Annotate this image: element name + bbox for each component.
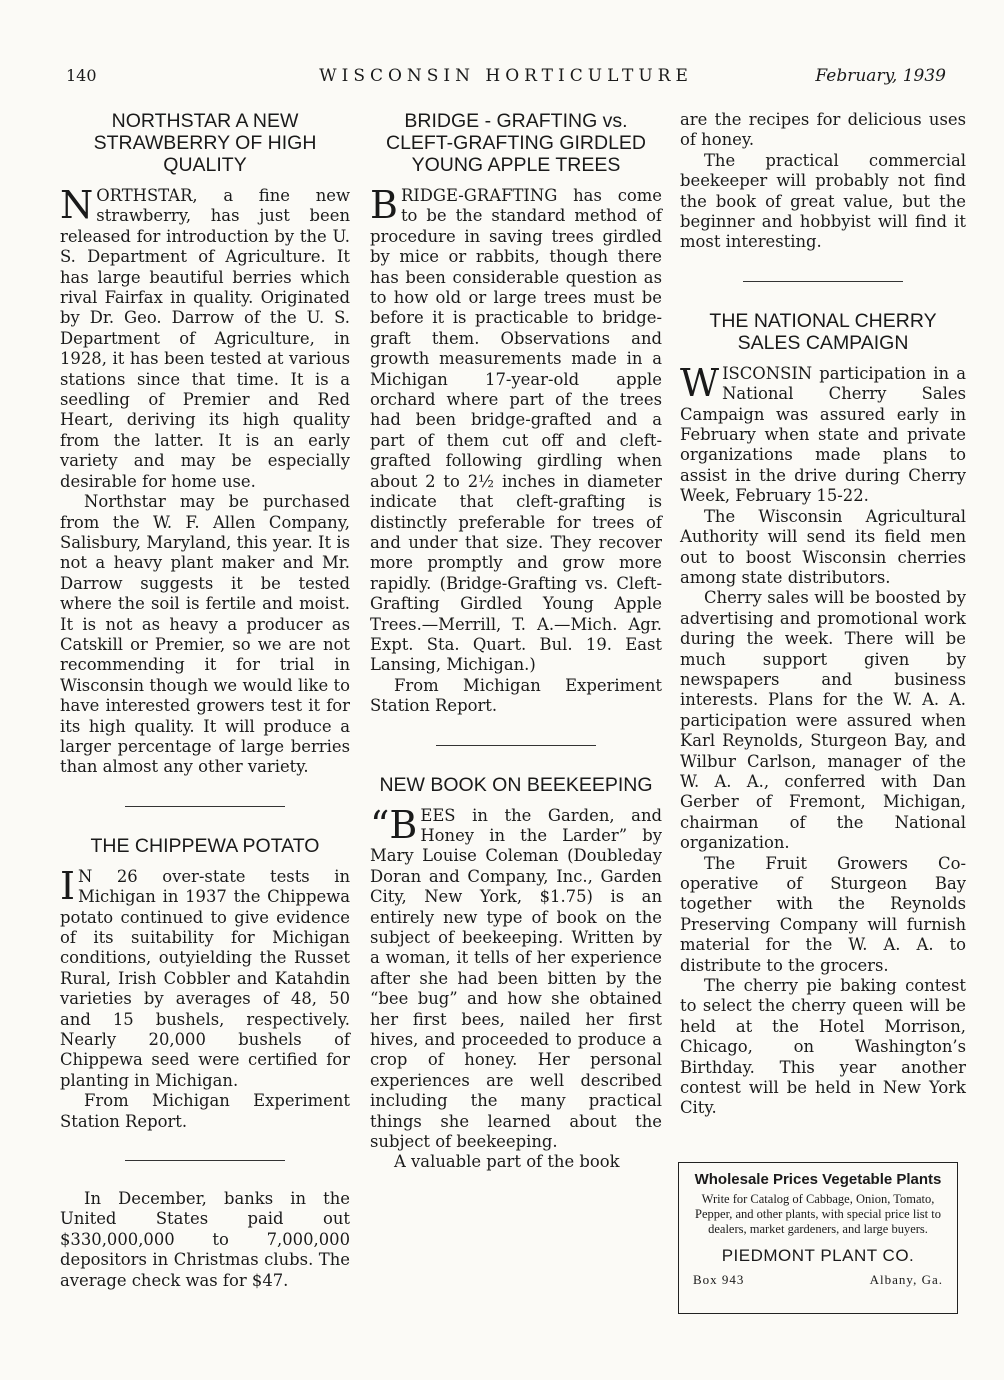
section-divider: [743, 281, 903, 282]
page-number: 140: [66, 66, 97, 85]
article-beekeeping-continued: [680, 110, 966, 253]
article-headline: THE CHIPPEWA POTATO: [90, 834, 320, 857]
column-middle: [370, 110, 662, 1173]
ad-company-name: PIEDMONT PLANT CO.: [721, 1246, 915, 1265]
article-northstar: [60, 110, 350, 778]
column-right: [680, 110, 966, 1119]
drop-cap: B: [370, 183, 398, 227]
article-paragraph: The Wisconsin Agricultural Authority will send its field men out to boost Wisconsin cherries among state distributors.: [680, 506, 966, 587]
ad-footer: [689, 1272, 947, 1290]
article-paragraph: WISCONSIN participation in a National Cherry Sales Campaign was assured early in February when state and private organizations made plans to assist in the drive during Cherry Week, February 15-22.: [680, 360, 966, 506]
ad-body: Write for Catalog of Cabbage, Onion, Tomato, Pepper, and other plants, with special price list to dealers, market gardeners, and large buyers.: [695, 1192, 941, 1236]
article-chippewa: [60, 835, 350, 1132]
column-left: [60, 110, 350, 1291]
article-bridge-grafting: [370, 110, 662, 717]
article-source: From Michigan Experiment Station Report.: [370, 675, 662, 716]
article-headline: NEW BOOK ON BEEKEEPING: [379, 773, 653, 796]
article-paragraph: The practical commercial beekeeper will probably not find the book of great value, but the beginner and hobbyist will find it most interesting.: [680, 150, 966, 252]
article-paragraph: “BEES in the Garden, and Honey in the Larder” by Mary Louise Coleman (Doubleday Doran and Company, Inc., Garden City, New York, $1.75) is an entirely new type of book on the subject of beekeeping. Written by a woman, it tells of her experience after she had been bitten by the “bee bug” and how she obtained her first bees, nailed her first hives, and proceeded to produce a crop of honey. Her personal experiences are well described including the many practical things she learned about the subject of beekeeping.: [370, 802, 662, 1152]
ad-city: Albany, Ga.: [869, 1272, 943, 1287]
article-paragraph: The Fruit Growers Co-operative of Sturgeon Bay together with the Reynolds Preserving Company will furnish material for the W. A. A. to distribute to the grocers.: [680, 853, 966, 975]
article-headline: THE NATIONAL CHERRY SALES CAMPAIGN: [709, 309, 937, 354]
article-paragraph: Cherry sales will be boosted by advertising and promotional work during the week. There will be much support given by newspapers and business interests. Plans for the W. A. A. participation were assured when Karl Reynolds, Sturgeon Bay, and Wilbur Carlson, manager of the W. A. A., conferred with Dan Gerber of Fremont, Michigan, chairman of the National organization.: [680, 588, 966, 853]
article-paragraph: Northstar may be purchased from the W. F. Allen Company, Salisbury, Maryland, this year. It is not a heavy plant maker and Mr. Darrow suggests it be tested where the soil is fertile and moist. It is not as heavy a producer as Catskill or Premier, so we are not recommending it for trial in Wisconsin though we would like to have interested growers test it for its high quality. It will produce a larger percentage of large berries than almost any other variety.: [60, 492, 350, 777]
advertisement-box: [678, 1162, 958, 1314]
article-paragraph: In December, banks in the United States paid out $330,000,000 to 7,000,000 depositors in Christmas clubs. The average check was for $47.: [60, 1189, 350, 1290]
article-paragraph: BRIDGE-GRAFTING has come to be the standard method of procedure in saving trees girdled by mice or rabbits, though there has been considerable question as to how old or large trees must be before it is practicable to bridge-graft them. Observations and growth measurements made in a Michigan 17-year-old apple orchard where part of the trees had been bridge-grafted and a part of them cut off and cleft-grafted following girdling when about 2 to 2½ inches in diameter indicate that cleft-grafting is distinctly preferable for trees of and under that size. They recover more promptly and grow more rapidly. (Bridge-Grafting vs. Cleft-Grafting Girdled Young Apple Trees.—Merrill, T. A.—Mich. Agr. Expt. Sta. Quart. Bul. 19. East Lansing, Michigan.): [370, 183, 662, 675]
section-divider: [125, 1160, 285, 1161]
drop-cap: W: [680, 360, 720, 405]
journal-title: WISCONSIN HORTICULTURE: [319, 66, 693, 86]
article-paragraph: The cherry pie baking contest to select the cherry queen will be held at the Hotel Morrison, Chicago, on Washington’s Birthday. This year another contest will be held in New York City.: [680, 976, 966, 1118]
article-paragraph: A valuable part of the book: [394, 1152, 620, 1172]
article-cherry-campaign: [680, 310, 966, 1119]
drop-cap: I: [60, 863, 76, 908]
article-paragraph: are the recipes for delicious uses of honey.: [680, 110, 966, 150]
drop-cap: “B: [370, 802, 418, 847]
article-banks: [60, 1189, 350, 1291]
section-divider: [125, 806, 285, 807]
drop-cap: N: [60, 183, 94, 227]
article-paragraph: I N 26 over-state tests in Michigan in 1937 the Chippewa potato continued to give evidence of its suitability for Michigan conditions, outyielding the Russet Rural, Irish Cobbler and Katahdin varieties by averages of 48, 50 and 15 bushels, respectively. Nearly 20,000 bushels of Chippewa seed were certified for planting in Michigan.: [60, 863, 350, 1090]
section-divider: [436, 745, 596, 746]
ad-headline: Wholesale Prices Vegetable Plants: [694, 1171, 942, 1188]
article-beekeeping: [370, 774, 662, 1173]
article-source: From Michigan Experiment Station Report.: [60, 1091, 350, 1131]
article-headline: NORTHSTAR A NEW STRAWBERRY OF HIGH QUALITY: [93, 110, 317, 176]
article-headline: BRIDGE - GRAFTING vs. CLEFT-GRAFTING GIRDLED YOUNG APPLE TREES: [385, 110, 647, 176]
issue-date: February, 1939: [815, 66, 946, 86]
article-paragraph: NORTHSTAR, a fine new strawberry, has just been released for introduction by the U. S. Department of Agriculture. It has large beautiful berries which rival Fairfax in quality. Originated by Dr. Geo. Darrow of the U. S. Department of Agriculture, in 1928, it has been tested at various stations since that time. It is a seedling of Premier and Red Heart, deriving its high quality from the latter. It is an early variety and may be especially desirable for home use.: [60, 183, 350, 491]
running-head: [66, 66, 946, 92]
ad-box-number: Box 943: [693, 1272, 745, 1287]
